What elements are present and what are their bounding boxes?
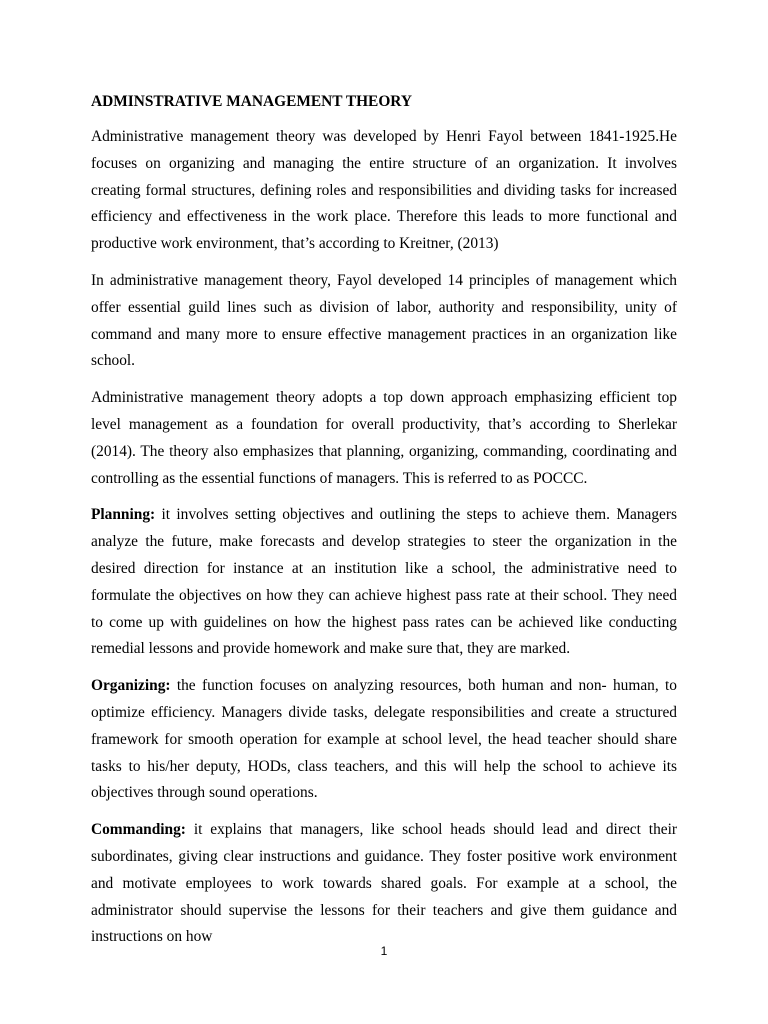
paragraph-organizing — [91, 673, 677, 807]
planning-heading: Planning: — [91, 506, 156, 524]
paragraph-text: Administrative management theory was developed by Henri Fayol between 1841-1925.He focuses on organizing and managing the entire structure of an organization. It involves creating formal structures, defining roles and responsibilities and dividing tasks for increased efficiency and effectiveness in the work place. Therefore this leads to more functional and productive work environment, that’s according to Kreitner, (2013) — [91, 128, 677, 253]
paragraph-planning — [91, 502, 677, 663]
page-number: 1 — [380, 944, 388, 958]
paragraph-text: Administrative management theory adopts a top down approach emphasizing efficient top level management as a foundation for overall productivity, that’s according to Sherlekar (2014). The theory also emphasizes that planning, organizing, commanding, coordinating and controlling as the essential functions of managers. This is referred to as POCCC. — [91, 389, 677, 487]
paragraph-text: it involves setting objectives and outlining the steps to achieve them. Managers analyze the future, make forecasts and develop strategies to steer the organization in the desired direction for instance at an institution like a school, the administrative need to formulate the objectives on how they can achieve highest pass rate at their school. They need to come up with guidelines on how the highest pass rates can be achieved like conducting remedial lessons and provide homework and make sure that, they are marked. — [91, 506, 677, 658]
paragraph-commanding — [91, 817, 677, 951]
paragraph-top-down-approach — [91, 385, 677, 492]
paragraph-introduction — [91, 124, 677, 258]
page-content — [91, 90, 677, 961]
paragraph-text: it explains that managers, like school heads should lead and direct their subordinates, giving clear instructions and guidance. They foster positive work environment and motivate employees to work towards shared goals. For example at a school, the administrator should supervise the lessons for their teachers and give them guidance and instructions on how — [91, 821, 677, 946]
paragraph-text: In administrative management theory, Fayol developed 14 principles of management which offer essential guild lines such as division of labor, authority and responsibility, unity of command and many more to ensure effective management practices in an organization like school. — [91, 271, 677, 370]
commanding-heading: Commanding: — [91, 821, 186, 839]
paragraph-text: the function focuses on analyzing resources, both human and non- human, to optimize efficiency. Managers divide tasks, delegate responsibilities and create a structured framework for smooth operation for example at school level, the head teacher should share tasks to his/her deputy, HODs, class teachers, and this will help the school to achieve its objectives through sound operations. — [91, 677, 677, 802]
organizing-heading: Organizing: — [91, 677, 171, 695]
document-title: ADMINSTRATIVE MANAGEMENT THEORY — [91, 93, 412, 110]
paragraph-principles — [91, 268, 677, 375]
